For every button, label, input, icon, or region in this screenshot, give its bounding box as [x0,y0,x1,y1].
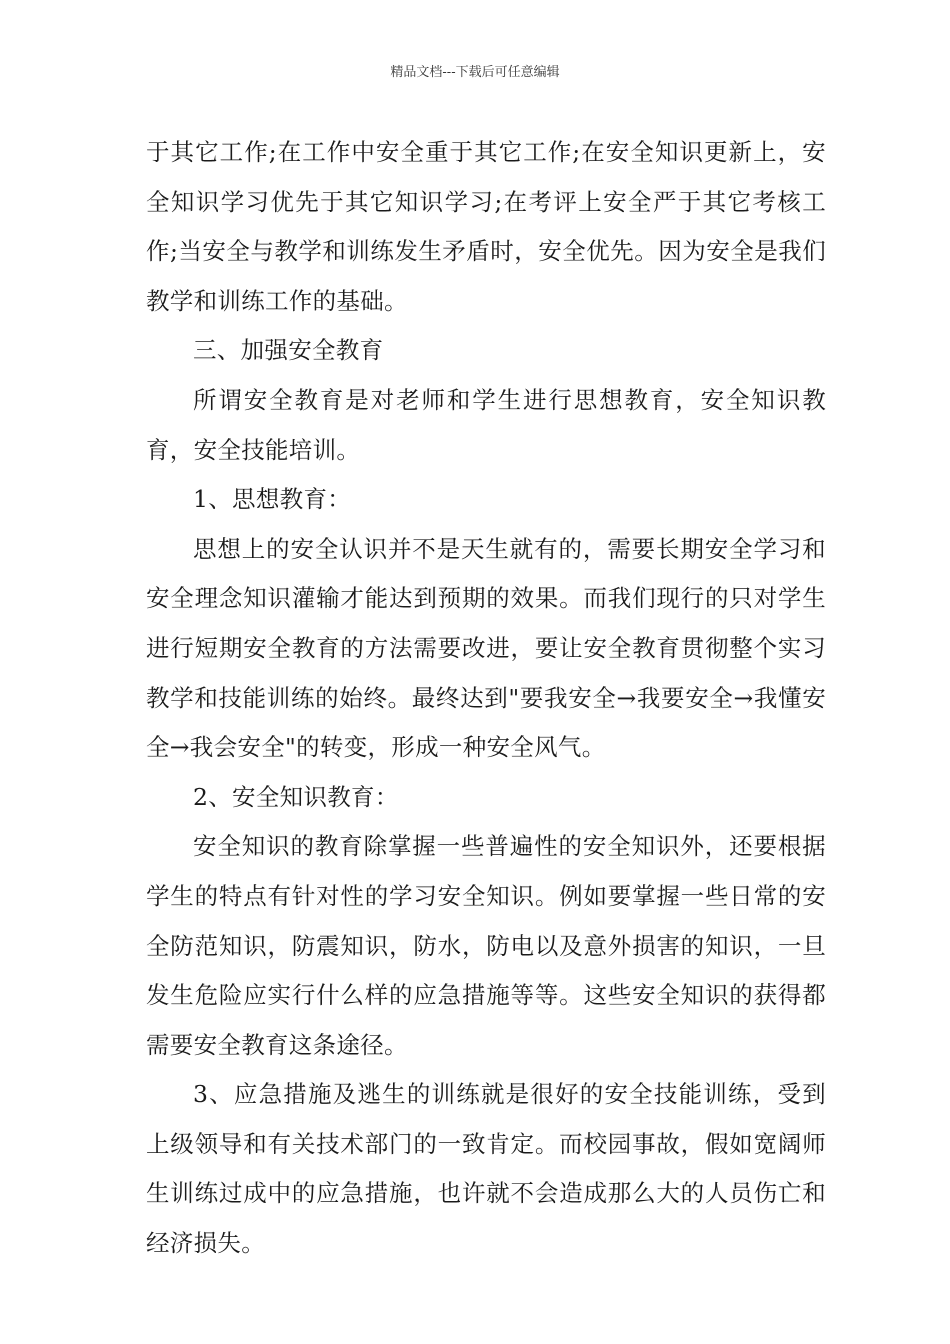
document-body [146,128,826,1269]
paragraph-definition: 所谓安全教育是对老师和学生进行思想教育，安全知识教育，安全技能培训。 [146,385,826,464]
paragraph-1: 于其它工作;在工作中安全重于其它工作;在安全知识更新上，安全知识学习优先于其它知识学习;在考评上安全严于其它考核工作;当安全与教学和训练发生矛盾时，安全优先。因为安全是我们教学和训练工作的基础。 [146,138,826,315]
paragraph-knowledge-education: 安全知识的教育除掌握一些普遍性的安全知识外，还要根据学生的特点有针对性的学习安全知识。例如要掌握一些日常的安全防范知识，防震知识，防水，防电以及意外损害的知识，一旦发生危险应实行什么样的应急措施等等。这些安全知识的获得都需要安全教育这条途径。 [146,832,826,1059]
page-header: 精品文档---下载后可任意编辑 [390,65,560,80]
subheading-2: 2、安全知识教育： [193,782,399,811]
paragraph-thought-education: 思想上的安全认识并不是天生就有的，需要长期安全学习和安全理念知识灌输才能达到预期的效果。而我们现行的只对学生进行短期安全教育的方法需要改进，要让安全教育贯彻整个实习教学和技能训练的始终。最终达到"要我安全→我要安全→我懂安全→我会安全"的转变，形成一种安全风气。 [146,534,826,762]
section-heading-3: 三、加强安全教育 [193,336,384,365]
subheading-1: 1、思想教育： [193,485,352,514]
paragraph-emergency-training: 3、应急措施及逃生的训练就是很好的安全技能训练，受到上级领导和有关技术部门的一致肯定。而校园事故，假如宽阔师生训练过成中的应急措施，也许就不会造成那么大的人员伤亡和经济损失。 [146,1080,826,1258]
